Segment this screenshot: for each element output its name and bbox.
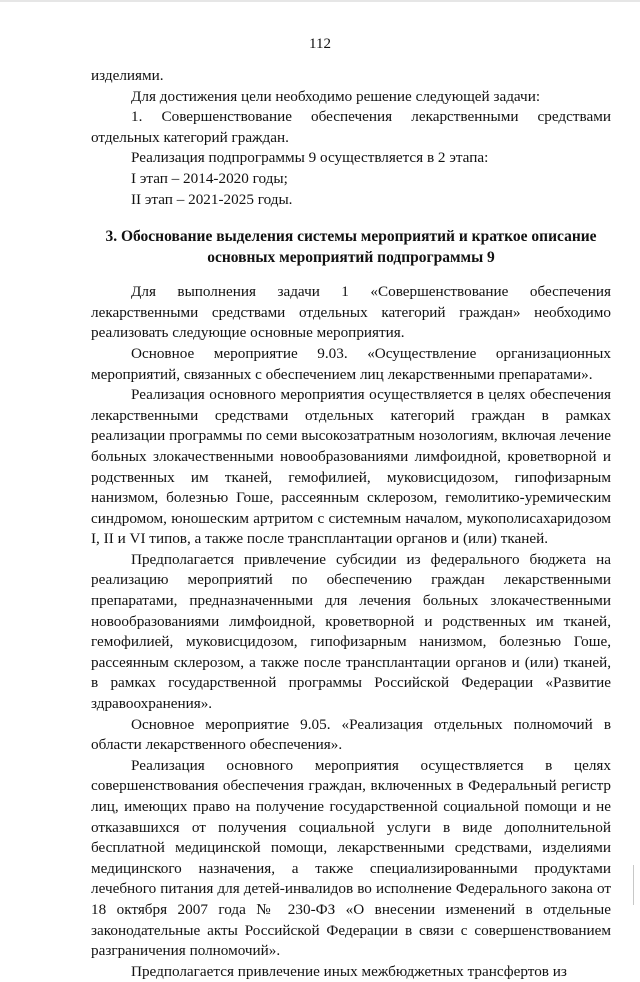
scan-edge-mark xyxy=(633,865,634,905)
paragraph-body-5: Основное мероприятие 9.05. «Реализация отдельных полномочий в области лекарственного обеспечения». xyxy=(91,715,611,754)
paragraph-stage-2: II этап – 2021-2025 годы. xyxy=(131,190,293,208)
paragraph-task-intro: Для достижения цели необходимо решение следующей задачи: xyxy=(131,87,541,105)
paragraph-body-2: Основное мероприятие 9.03. «Осуществление организационных мероприятий, связанных с обеспечением лиц лекарственными препаратами». xyxy=(91,344,611,383)
document-body xyxy=(91,66,611,982)
paragraph-stages-intro: Реализация подпрограммы 9 осуществляется в 2 этапа: xyxy=(131,149,489,167)
paragraph-body-6: Реализация основного мероприятия осуществляется в целях совершенствования обеспечения граждан, включенных в Федеральный регистр лиц, имеющих право на получение государственной социальной помощи и не отказавшихся от получения социальной услуги в виде дополнительной бесплатной медицинской помощи, лекарственными средствами, изделиями медицинского назначения, а также специализированными продуктами лечебного питания для детей-инвалидов во исполнение Федерального закона от 18 октября 2007 года № 230-ФЗ «О внесении изменений в отдельные законодательные акты Российской Федерации в связи с совершенствованием разграничения полномочий». xyxy=(91,756,611,960)
page-number: 112 xyxy=(309,36,331,52)
scan-edge xyxy=(0,0,640,2)
paragraph-stage-1: I этап – 2014-2020 годы; xyxy=(131,169,288,187)
paragraph-task-1: 1. Совершенствование обеспечения лекарственными средствами отдельных категорий граждан. xyxy=(91,108,611,146)
section-heading: 3. Обоснование выделения системы мероприятий и краткое описание основных мероприятий подпрограммы 9 xyxy=(105,228,597,267)
paragraph-continuation: изделиями. xyxy=(91,67,164,84)
paragraph-body-4: Предполагается привлечение субсидии из федерального бюджета на реализацию мероприятий по обеспечению граждан лекарственными препаратами, предназначенными для лечения больных злокачественными новообразованиями лимфоидной, кроветворной и родственных им тканей, гемофилией, муковисцидозом, гипофизарным нанизмом, болезнью Гоше, рассеянным склерозом, а также после трансплантации органов и (или) тканей, в рамках государственной программы Российской Федерации «Развитие здравоохранения». xyxy=(91,550,611,713)
paragraph-body-3: Реализация основного мероприятия осуществляется в целях обеспечения лекарственными средствами отдельных категорий граждан в рамках реализации программы по семи высокозатратным нозологиям, включая лечение больных злокачественными новообразованиями лимфоидной, кроветворной и родственных им тканей, гемофилией, муковисцидозом, гипофизарным нанизмом, болезнью Гоше, рассеянным склерозом, гемолитико-уремическим синдромом, юношеским артритом с системным началом, мукополисахаридозом I, II и VI типов, а также после трансплантации органов и (или) тканей. xyxy=(91,386,611,548)
paragraph-body-1: Для выполнения задачи 1 «Совершенствование обеспечения лекарственными средствами отдельных категорий граждан» необходимо реализовать следующие основные мероприятия. xyxy=(91,283,611,342)
paragraph-body-7: Предполагается привлечение иных межбюджетных трансфертов из xyxy=(131,962,567,980)
